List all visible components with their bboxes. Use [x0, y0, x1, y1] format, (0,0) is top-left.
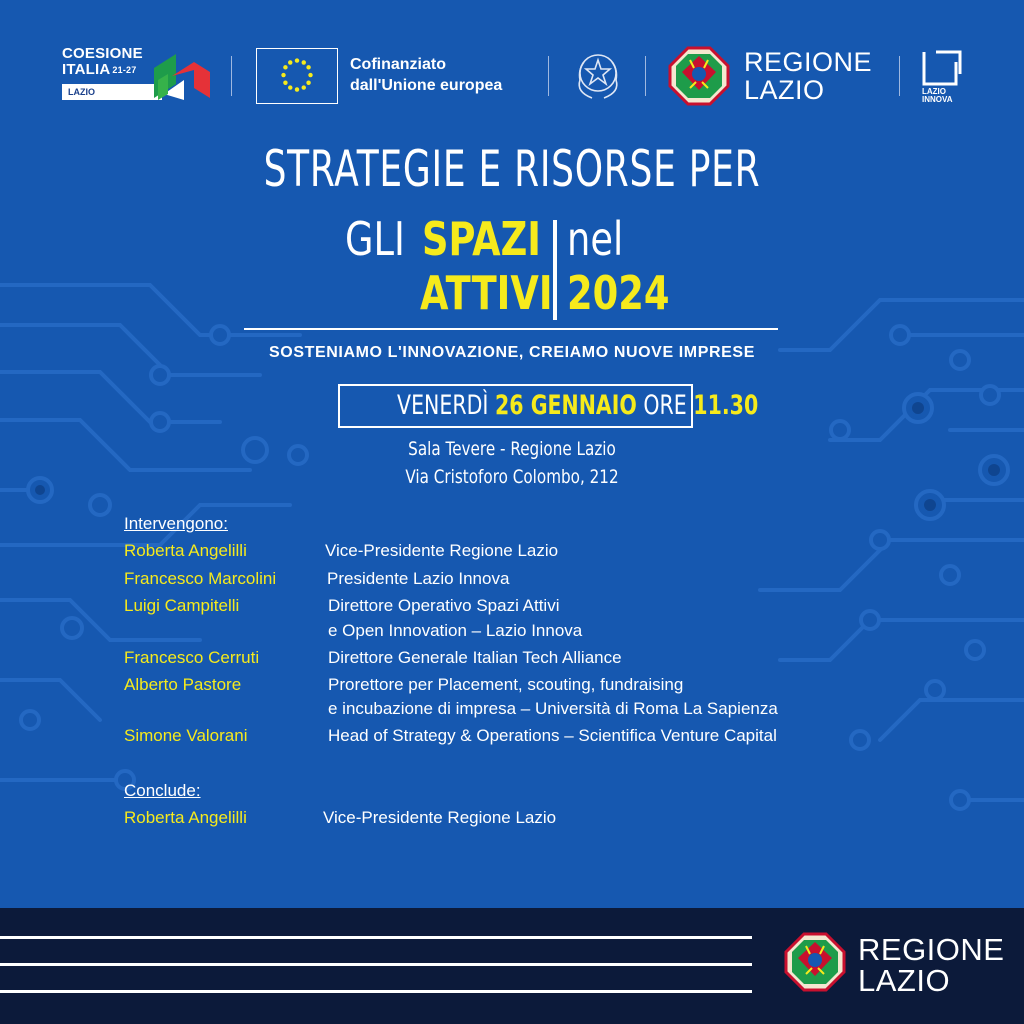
- eu-cofinancing-text: [350, 54, 502, 96]
- footer-stripe: [0, 963, 752, 966]
- event-date: [397, 386, 758, 426]
- speaker-name: Simone Valorani: [124, 726, 248, 745]
- italian-republic-emblem-icon: [572, 46, 624, 104]
- speaker-role-cont: e Open Innovation – Lazio Innova: [328, 621, 583, 640]
- coesione-region-label: LAZIO: [62, 84, 162, 100]
- speaker-role: Direttore Generale Italian Tech Alliance: [328, 648, 622, 667]
- coesione-line1: COESIONE: [62, 45, 143, 62]
- eu-line2: dall'Unione europea: [350, 77, 503, 94]
- footer-region-line1: REGIONE: [858, 932, 1005, 967]
- regione-lazio-crest-icon: [784, 932, 846, 992]
- title-spazi: SPAZI: [422, 212, 541, 266]
- lazio-innova-text: [922, 88, 953, 104]
- coesione-italia-logo-text: [62, 46, 143, 78]
- header-separator: [548, 56, 549, 96]
- speaker-role: Head of Strategy & Operations – Scientifica Venture Capital: [328, 726, 777, 745]
- speaker-role: Prorettore per Placement, scouting, fundraising: [328, 675, 684, 694]
- coesione-years: 21-27: [112, 65, 137, 75]
- event-title-line1: STRATEGIE E RISORSE PER: [263, 140, 761, 198]
- regione-lazio-crest-icon: [668, 46, 730, 106]
- speaker-name: Francesco Cerruti: [124, 648, 260, 667]
- event-date-box: [338, 384, 759, 428]
- header-separator: [231, 56, 232, 96]
- event-time: 11.30: [693, 390, 759, 421]
- speaker-name: Luigi Campitelli: [124, 596, 240, 615]
- event-date-value: 26 GENNAIO: [494, 390, 637, 421]
- footer-region-line2: LAZIO: [858, 963, 951, 998]
- event-tagline: SOSTENIAMO L'INNOVAZIONE, CREIAMO NUOVE IMPRESE: [269, 344, 755, 361]
- innova-line1: LAZIO: [922, 87, 946, 96]
- eu-line1: Cofinanziato: [350, 56, 446, 73]
- speaker-role: Direttore Operativo Spazi Attivi: [328, 596, 560, 615]
- conclusion-speaker-name: Roberta Angelilli: [124, 808, 247, 827]
- event-ore: ORE: [643, 390, 687, 421]
- header-separator: [645, 56, 646, 96]
- region-line1: REGIONE: [744, 47, 873, 77]
- innova-line2: INNOVA: [922, 95, 953, 104]
- title-underline: [244, 328, 778, 330]
- venue-address: Via Cristoforo Colombo, 212: [405, 466, 619, 488]
- speaker-role: Presidente Lazio Innova: [327, 569, 510, 588]
- header-separator: [899, 56, 900, 96]
- title-nel: nel: [567, 212, 624, 266]
- speaker-name: Alberto Pastore: [124, 675, 242, 694]
- footer-stripe: [0, 990, 752, 993]
- speaker-role-cont: e incubazione di impresa – Università di Roma La Sapienza: [328, 699, 778, 718]
- conclusion-heading: Conclude:: [124, 781, 201, 800]
- title-divider-bar: [553, 220, 557, 320]
- event-day: VENERDÌ: [397, 390, 489, 421]
- speaker-role: Vice-Presidente Regione Lazio: [325, 541, 559, 560]
- regione-lazio-header-name: [744, 48, 872, 104]
- speaker-name: Roberta Angelilli: [124, 541, 247, 560]
- venue-room: Sala Tevere - Regione Lazio: [408, 438, 616, 460]
- lazio-innova-logo-icon: [922, 48, 962, 86]
- regione-lazio-footer-name: [858, 934, 1004, 996]
- coesione-line2: ITALIA: [62, 61, 111, 78]
- title-gli: GLI: [345, 212, 405, 266]
- title-attivi: ATTIVI: [420, 266, 553, 320]
- footer-stripe: [0, 936, 752, 939]
- eu-flag-icon: [256, 48, 338, 104]
- coesione-arrows-icon: [150, 48, 212, 104]
- speakers-heading: Intervengono:: [124, 514, 228, 533]
- speaker-name: Francesco Marcolini: [124, 569, 277, 588]
- title-year: 2024: [567, 266, 670, 320]
- region-line2: LAZIO: [744, 75, 825, 105]
- conclusion-speaker-role: Vice-Presidente Regione Lazio: [323, 808, 557, 827]
